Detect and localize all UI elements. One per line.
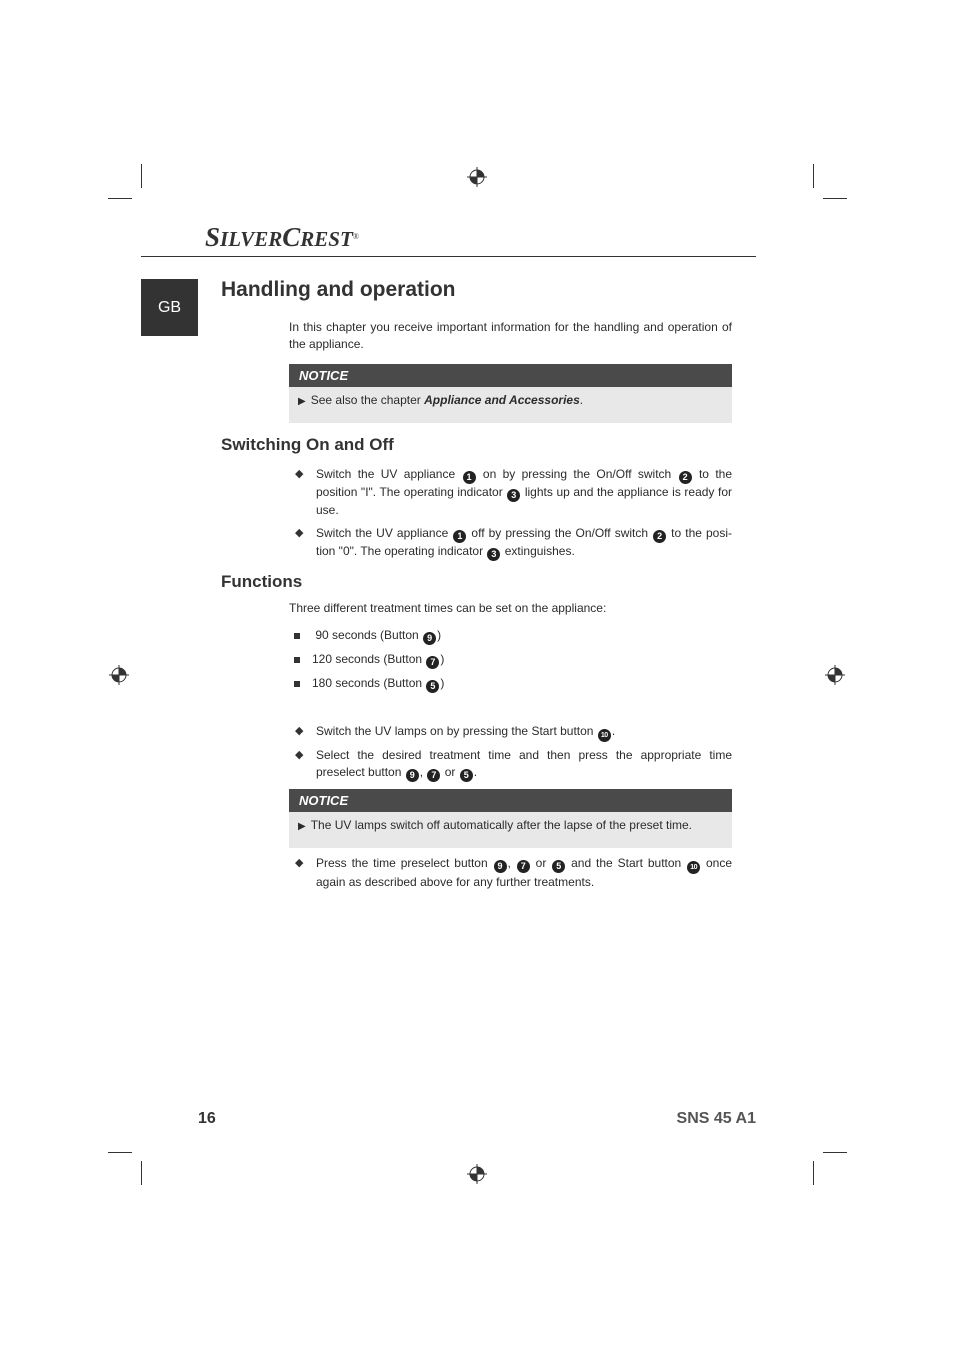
- list-item: Switch the UV appliance 1 on by pressing the On/Off switch 2 to the position "I". The operating indicator 3 lights up and the appliance is ready for use.: [316, 467, 733, 517]
- crop-mark: [141, 164, 142, 188]
- list-item: 120 seconds (Button 7 ): [312, 652, 445, 667]
- registration-mark-icon: [825, 665, 845, 685]
- notice-box: ▶ The UV lamps switch off automatically after the lapse of the preset time.: [289, 812, 732, 848]
- registration-mark-icon: [109, 665, 129, 685]
- ref-number-icon: 7: [427, 769, 440, 782]
- list-item: 90 seconds (Button 9 ): [312, 628, 442, 643]
- section-heading-functions: Functions: [221, 572, 303, 591]
- diamond-bullet-icon: ◆: [295, 725, 304, 737]
- ref-number-icon: 10: [598, 729, 611, 742]
- ref-number-icon: 7: [517, 860, 530, 873]
- crop-mark: [813, 1161, 814, 1185]
- crop-mark: [823, 198, 847, 199]
- ref-number-icon: 9: [423, 632, 436, 645]
- brand-logo: SILVERCREST®: [205, 222, 359, 252]
- diamond-bullet-icon: ◆: [295, 857, 304, 869]
- ref-number-icon: 9: [494, 860, 507, 873]
- ref-number-icon: 3: [507, 489, 520, 502]
- list-item: Press the time preselect button 9 , 7 or 5 and the Start button 10 once again as described above for any further treatments.: [316, 856, 733, 889]
- header-divider: [141, 256, 756, 257]
- crop-mark: [823, 1152, 847, 1153]
- page-number: 16: [198, 1110, 216, 1127]
- ref-number-icon: 1: [463, 471, 476, 484]
- registration-mark-icon: [467, 1164, 487, 1184]
- ref-number-icon: 7: [426, 656, 439, 669]
- ref-number-icon: 2: [653, 530, 666, 543]
- language-tab: [141, 279, 198, 336]
- intro-paragraph: In this chapter you receive important information for the handling and operation of the appliance.: [289, 320, 732, 351]
- diamond-bullet-icon: ◆: [295, 527, 304, 539]
- ref-number-icon: 5: [552, 860, 565, 873]
- ref-number-icon: 9: [406, 769, 419, 782]
- ref-number-icon: 5: [460, 769, 473, 782]
- section-heading-switching: Switching On and Off: [221, 435, 394, 454]
- ref-number-icon: 3: [487, 548, 500, 561]
- ref-number-icon: 5: [426, 680, 439, 693]
- notice-box: ▶ See also the chapter Appliance and Accessories.: [289, 387, 732, 423]
- chapter-reference: Appliance and Accessories: [424, 393, 580, 407]
- registration-mark-icon: [467, 167, 487, 187]
- square-bullet-icon: [294, 633, 300, 639]
- functions-intro: Three different treatment times can be set on the appliance:: [289, 601, 607, 615]
- list-item: Switch the UV appliance 1 off by pressing the On/Off switch 2 to the posi- tion "0". The operating indicator 3 extinguishes.: [316, 526, 733, 559]
- crop-mark: [141, 1161, 142, 1185]
- notice-label: NOTICE: [289, 789, 732, 812]
- list-item: 180 seconds (Button 5 ): [312, 676, 445, 691]
- crop-mark: [108, 1152, 132, 1153]
- square-bullet-icon: [294, 657, 300, 663]
- crop-mark: [108, 198, 132, 199]
- language-code: GB: [157, 298, 182, 316]
- crop-mark: [813, 164, 814, 188]
- list-item: Switch the UV lamps on by pressing the Start button 10 .: [316, 723, 732, 742]
- square-bullet-icon: [294, 681, 300, 687]
- ref-number-icon: 1: [453, 530, 466, 543]
- diamond-bullet-icon: ◆: [295, 468, 304, 480]
- notice-label: NOTICE: [289, 364, 732, 387]
- arrow-right-icon: ▶: [298, 821, 306, 832]
- ref-number-icon: 10: [687, 861, 700, 874]
- page-title: Handling and operation: [221, 278, 456, 301]
- list-item: Select the desired treatment time and then press the appropriate time preselect button 9 , 7 or 5 .: [316, 748, 732, 780]
- arrow-right-icon: ▶: [298, 396, 306, 407]
- diamond-bullet-icon: ◆: [295, 749, 304, 761]
- ref-number-icon: 2: [679, 471, 692, 484]
- model-number: SNS 45 A1: [676, 1110, 756, 1127]
